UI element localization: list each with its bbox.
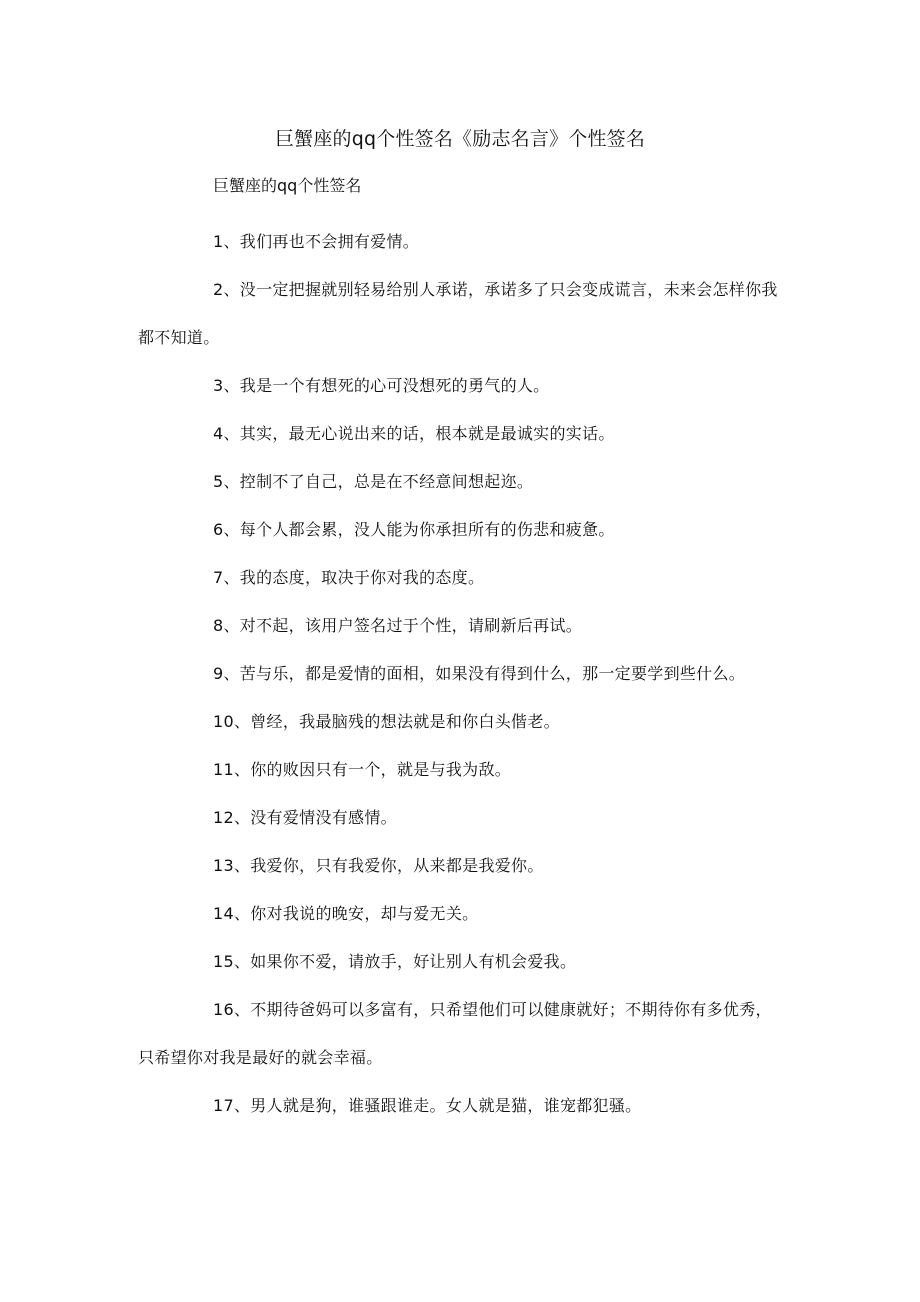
list-item: 15、如果你不爱，请放手，好让别人有机会爱我。 <box>213 952 577 971</box>
list-item: 4、其实，最无心说出来的话，根本就是最诚实的实话。 <box>213 424 615 443</box>
list-item: 3、我是一个有想死的心可没想死的勇气的人。 <box>213 376 550 395</box>
list-item: 6、每个人都会累，没人能为你承担所有的伤悲和疲惫。 <box>213 520 615 539</box>
list-item: 11、你的败因只有一个，就是与我为敌。 <box>213 760 512 779</box>
list-item: 2、没一定把握就别轻易给别人承诺，承诺多了只会变成谎言，未来会怎样你我都不知道。 <box>138 280 778 347</box>
signature-list <box>138 218 782 1130</box>
list-item: 8、对不起，该用户签名过于个性，请刷新后再试。 <box>213 616 583 635</box>
list-item: 16、不期待爸妈可以多富有，只希望他们可以健康就好；不期待你有多优秀，只希望你对我是最好的就会幸福。 <box>138 1000 772 1067</box>
document-title: 巨蟹座的qq个性签名《励志名言》个性签名 <box>274 128 646 150</box>
list-item: 1、我们再也不会拥有爱情。 <box>213 232 420 251</box>
list-item: 9、苦与乐，都是爱情的面相，如果没有得到什么，那一定要学到些什么。 <box>213 664 746 683</box>
list-item: 12、没有爱情没有感情。 <box>213 808 397 827</box>
list-item: 13、我爱你，只有我爱你，从来都是我爱你。 <box>213 856 544 875</box>
list-item: 17、男人就是狗，谁骚跟谁走。女人就是猫，谁宠都犯骚。 <box>213 1096 642 1115</box>
document-subtitle: 巨蟹座的qq个性签名 <box>213 176 362 195</box>
list-item: 7、我的态度，取决于你对我的态度。 <box>213 568 485 587</box>
list-item: 14、你对我说的晚安，却与爱无关。 <box>213 904 479 923</box>
list-item: 10、曾经，我最脑残的想法就是和你白头偕老。 <box>213 712 560 731</box>
list-item: 5、控制不了自己，总是在不经意间想起迩。 <box>213 472 534 491</box>
